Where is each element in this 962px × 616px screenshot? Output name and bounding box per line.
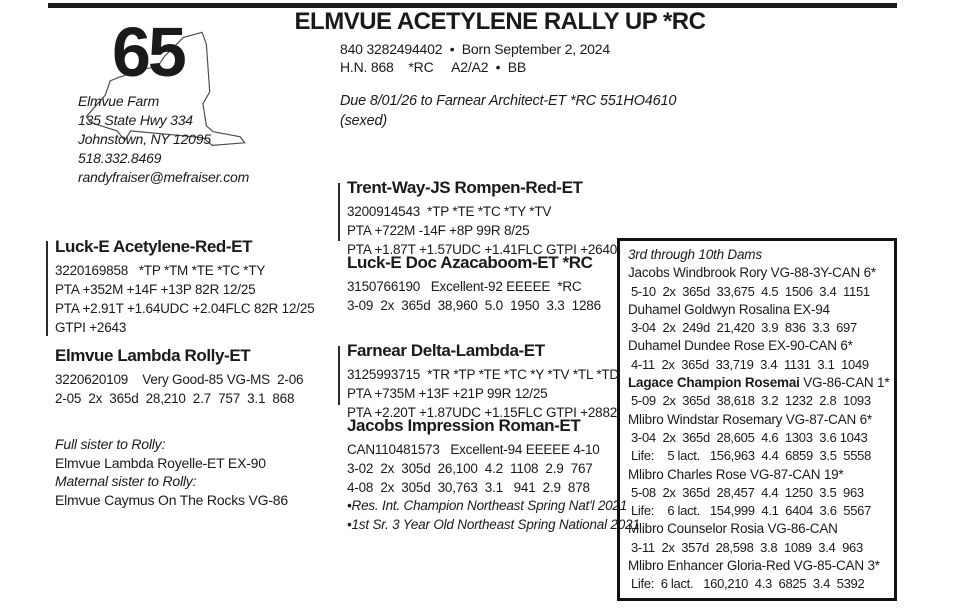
dam-entry-grade: EX-90-CAN 6* (768, 338, 853, 354)
dam-record-row: 3-04 2x 249d 21,420 3.9 836 3.3 697 (631, 320, 857, 336)
dam-entry (628, 520, 890, 557)
dam-entry (628, 301, 890, 338)
dam-entry (628, 557, 890, 594)
dam-name: Elmvue Lambda Rolly-ET (55, 346, 251, 365)
dam-entry-name-text: Jacobs Windbrook Rory (628, 265, 771, 281)
sire-block (55, 237, 314, 337)
animal-id-line: 840 3282494402 • Born September 2, 2024 (340, 41, 610, 57)
pedigree-line: 3-09 2x 365d 38,960 5.0 1950 3.3 1286 (347, 298, 601, 313)
pedigree-line: 3220169858 *TP *TM *TE *TC *TY (55, 263, 266, 278)
pedigree-line: 3125993715 *TR *TP *TE *TC *Y *TV *TL *TD (347, 367, 619, 382)
dam-entry (628, 337, 890, 374)
dam-entry-name (628, 411, 890, 429)
consignor-block (78, 92, 249, 187)
dam-entry (628, 374, 890, 411)
dam-record-row: Life: 6 lact. 160,210 4.3 6825 3.4 5392 (631, 576, 865, 592)
due-note: (sexed) (340, 113, 387, 129)
dam-record-row: 5-10 2x 365d 33,675 4.5 1506 3.4 1151 (631, 283, 870, 299)
pedigree-line: 4-08 2x 305d 30,763 3.1 941 2.9 878 (347, 480, 590, 495)
pedigree-line: PTA +722M -14F +8P 99R 8/25 (347, 223, 530, 238)
pedigree-line: 3200914543 *TP *TE *TC *TY *TV (347, 204, 552, 219)
consignor-address2: Johnstown, NY 12095 (78, 131, 211, 147)
pedigree-line: 3-02 2x 305d 26,100 4.2 1108 2.9 767 (347, 461, 593, 476)
page-title: ELMVUE ACETYLENE RALLY UP *RC (294, 8, 706, 35)
dams-box (617, 238, 897, 601)
pedigree-line: PTA +735M +13F +21P 99R 12/25 (347, 386, 548, 401)
sire-dam-name: Luck-E Doc Azacaboom-ET *RC (347, 253, 593, 272)
dam-sire-block (347, 341, 619, 422)
dams-box-heading: 3rd through 10th Dams (628, 247, 762, 262)
dam-records (628, 429, 890, 466)
sire-sire-name: Trent-Way-JS Rompen-Red-ET (347, 178, 583, 197)
dam-entry-grade: VG-87-CAN 19* (750, 466, 844, 482)
dam-entry-grade: VG-85-CAN 3* (793, 558, 880, 574)
pedigree-line: PTA +2.91T +1.64UDC +2.04FLC 82R 12/25 (55, 301, 315, 316)
dam-entry-grade: EX-94 (793, 301, 830, 317)
due-date-line: Due 8/01/26 to Farnear Architect-ET *RC 551HO4610 (340, 93, 677, 109)
dam-record-row: 4-11 2x 365d 33,719 3.4 1131 3.1 1049 (631, 356, 869, 372)
sire-dam-block (347, 253, 601, 315)
dam-entry-grade: VG-86-CAN 1* (803, 375, 890, 391)
dam-records (628, 356, 890, 374)
dam-entry-grade: VG-87-CAN 6* (785, 411, 872, 427)
pedigree-bracket-line (338, 346, 340, 405)
dam-record-row: 3-11 2x 357d 28,598 3.8 1089 3.4 963 (631, 539, 863, 555)
dam-record-row: 5-08 2x 365d 28,457 4.4 1250 3.5 963 (631, 484, 864, 500)
sire-name: Luck-E Acetylene-Red-ET (55, 237, 253, 256)
sisters-block (55, 435, 288, 509)
dam-entry-name-text: Lagace Champion Rosemai (628, 375, 804, 391)
dam-entry-name (628, 466, 890, 484)
dams-list (628, 264, 890, 593)
dam-entry-name (628, 301, 890, 319)
dam-record-row: Life: 6 lact. 154,999 4.1 6404 3.6 5567 (631, 503, 872, 519)
dam-entry-name (628, 374, 890, 392)
dam-block (55, 346, 303, 408)
dam-entry (628, 411, 890, 466)
dam-records (628, 575, 890, 593)
consignor-phone: 518.332.8469 (78, 150, 162, 166)
pedigree-bracket-line (46, 241, 48, 336)
consignor-name: Elmvue Farm (78, 93, 160, 109)
maternal-sister-value: Elmvue Caymus On The Rocks VG-86 (55, 491, 288, 508)
dam-entry (628, 466, 890, 521)
award-line: •Res. Int. Champion Northeast Spring Nat'l 2021 (347, 498, 628, 513)
pedigree-line: 3150766190 Excellent-92 EEEEE *RC (347, 279, 582, 294)
dam-entry-grade: VG-88-3Y-CAN 6* (770, 265, 876, 281)
dam-entry-name-text: Mlibro Windstar Rosemary (628, 411, 786, 427)
pedigree-line: PTA +1.87T +1.57UDC +1.41FLC GTPI +2640 (347, 242, 618, 257)
dam-dam-name: Jacobs Impression Roman-ET (347, 416, 581, 435)
dam-records (628, 319, 890, 337)
dam-records (628, 392, 890, 410)
dam-records (628, 484, 890, 521)
maternal-sister-label: Maternal sister to Rolly: (55, 473, 197, 489)
pedigree-line: 3220620109 Very Good-85 VG-MS 2-06 (55, 372, 304, 387)
dam-entry-name (628, 557, 890, 575)
award-line: •1st Sr. 3 Year Old Northeast Spring National 2021 (347, 516, 640, 532)
consignor-address1: 135 State Hwy 334 (78, 112, 193, 128)
dam-records (628, 283, 890, 301)
dam-dam-block (347, 416, 640, 534)
dam-entry (628, 264, 890, 301)
herd-number-line: H.N. 868 *RC A2/A2 • BB (340, 59, 527, 75)
dam-record-row: Life: 5 lact. 156,963 4.4 6859 3.5 5558 (631, 448, 872, 464)
lot-number: 65 (112, 13, 184, 91)
full-sister-value: Elmvue Lambda Royelle-ET EX-90 (55, 454, 266, 471)
dam-record-row: 5-09 2x 365d 38,618 3.2 1232 2.8 1093 (631, 393, 871, 409)
sire-sire-block (347, 178, 617, 259)
pedigree-line: PTA +352M +14F +13P 82R 12/25 (55, 282, 256, 297)
dam-entry-name (628, 520, 890, 538)
dam-entry-grade: VG-86-CAN (767, 521, 838, 537)
pedigree-line: PTA +2.20T +1.87UDC +1.15FLC GTPI +2882 (347, 405, 618, 420)
full-sister-label: Full sister to Rolly: (55, 436, 166, 452)
dam-entry-name (628, 264, 890, 282)
pedigree-bracket-line (338, 183, 340, 241)
dam-sire-name: Farnear Delta-Lambda-ET (347, 341, 545, 360)
pedigree-line: GTPI +2643 (55, 320, 127, 335)
consignor-email: randyfraiser@mefraiser.com (78, 169, 250, 185)
dam-record-row: 3-04 2x 365d 28,605 4.6 1303 3.6 1043 (631, 429, 868, 445)
dam-entry-name-text: Duhamel Goldwyn Rosalina (628, 301, 794, 317)
dam-entry-name (628, 337, 890, 355)
dam-entry-name-text: Mlibro Enhancer Gloria-Red (628, 558, 794, 574)
pedigree-line: 2-05 2x 365d 28,210 2.7 757 3.1 868 (55, 391, 295, 406)
dam-entry-name-text: Mlibro Counselor Rosia (628, 521, 768, 537)
dam-records (628, 539, 890, 557)
dam-entry-name-text: Duhamel Dundee Rose (628, 338, 769, 354)
dam-entry-name-text: Mlibro Charles Rose (628, 466, 751, 482)
pedigree-line: CAN110481573 Excellent-94 EEEEE 4-10 (347, 442, 600, 457)
